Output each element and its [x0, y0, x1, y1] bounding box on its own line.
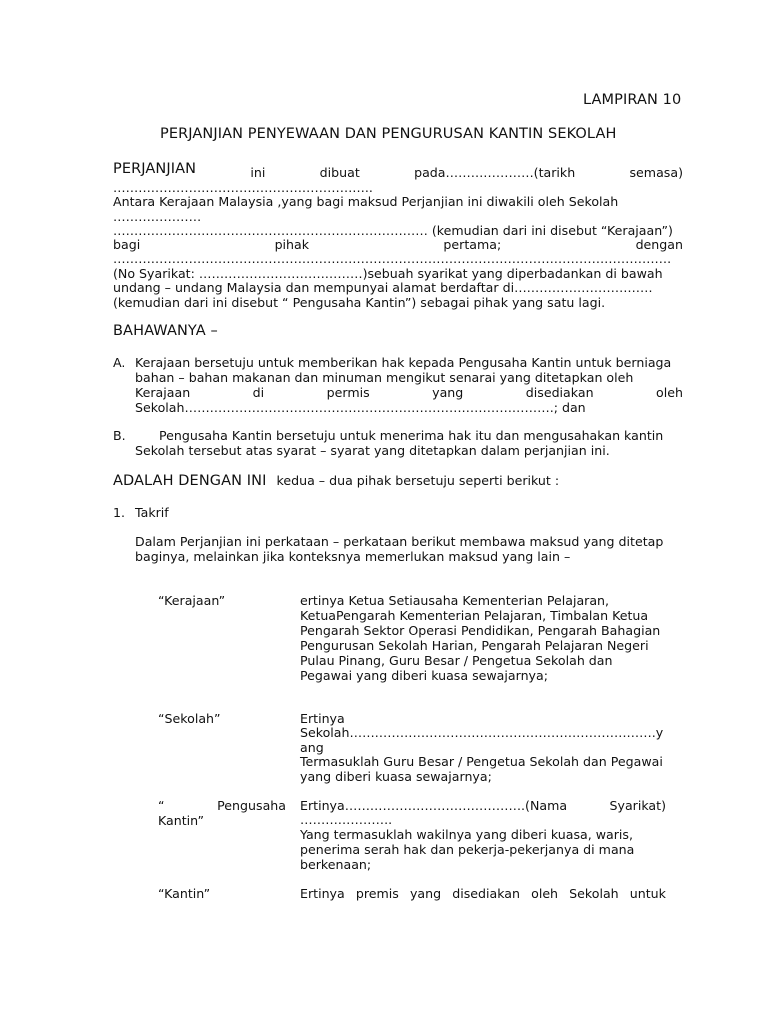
adalah-line	[113, 473, 559, 489]
clause-a-label: A.	[113, 355, 126, 370]
intro-word: pada…………………(tarikh	[414, 165, 576, 180]
def-word: Syarikat)	[609, 798, 666, 813]
def-sekolah-line-2: Sekolah……………………………………………………………….y	[300, 725, 664, 740]
intro-line-2: ……………………………………………………..	[113, 180, 373, 195]
def-sekolah-line-4: Termasuklah Guru Besar / Pengetua Sekolah dan Pegawai	[300, 754, 663, 769]
clause-word: di	[252, 385, 265, 400]
term-kantin: “Kantin”	[158, 886, 211, 901]
term-kerajaan: “Kerajaan”	[158, 593, 226, 608]
term-pengusaha-line-1	[158, 798, 286, 813]
clause-a-line-1: Kerajaan bersetuju untuk memberikan hak kepada Pengusaha Kantin untuk berniaga	[135, 355, 672, 370]
intro-word: ini	[250, 165, 266, 180]
term-pengusaha-line-2: Kantin”	[158, 813, 204, 828]
intro-line-10: (kemudian dari ini disebut “ Pengusaha Kantin”) sebagai pihak yang satu lagi.	[113, 295, 606, 310]
document-title: PERJANJIAN PENYEWAAN DAN PENGURUSAN KANTIN SEKOLAH	[160, 126, 617, 142]
intro-word: semasa)	[629, 165, 683, 180]
intro-line-8: (No Syarikat: …………………………………)sebuah syarikat yang diperbadankan di bawah	[113, 266, 663, 281]
clause-a-line-3	[135, 385, 683, 400]
def-pengusaha-line-2: ………………….	[300, 812, 393, 827]
takrif-para-line-1: Dalam Perjanjian ini perkataan – perkataan berikut membawa maksud yang ditetap	[135, 534, 664, 549]
def-word: disediakan	[452, 886, 520, 901]
intro-line-1	[113, 162, 683, 180]
adalah-rest: kedua – dua pihak bersetuju seperti berikut :	[276, 473, 560, 488]
adalah-heading: ADALAH DENGAN INI	[113, 473, 267, 489]
def-sekolah-line-3: ang	[300, 740, 324, 755]
def-kerajaan-line-2: KetuaPengarah Kementerian Pelajaran, Timbalan Ketua	[300, 608, 649, 623]
intro-line-7: …………………………………………………………………………………………………………………….	[113, 251, 672, 266]
intro-line-6	[113, 237, 683, 252]
def-sekolah-line-5: yang diberi kuasa sewajarnya;	[300, 769, 492, 784]
intro-word: bagi	[113, 237, 141, 252]
clause-word: permis	[326, 385, 370, 400]
def-word: oleh	[531, 886, 559, 901]
clause-a-line-2: bahan – bahan makanan dan minuman mengikut senarai yang ditetapkan oleh	[135, 370, 634, 385]
def-kerajaan-line-1	[300, 593, 666, 608]
def-pengusaha-line-3: Yang termasuklah wakilnya yang diberi kuasa, waris,	[300, 827, 633, 842]
clause-a-line-4: Sekolah…………………………………………………………………………….; dan	[135, 400, 586, 415]
term-word: Pengusaha	[217, 798, 286, 813]
def-pengusaha-line-5: berkenaan;	[300, 857, 372, 872]
def-kerajaan-line-6: Pegawai yang diberi kuasa sewajarnya;	[300, 668, 548, 683]
clause-word: oleh	[656, 385, 683, 400]
def-sekolah-line-1: Ertinya	[300, 711, 345, 726]
lampiran-label: LAMPIRAN 10	[583, 92, 682, 108]
intro-line-5: ………………………………………………………………… (kemudian dari ini disebut “Kerajaan”)	[113, 223, 673, 238]
def-pengusaha-line-1	[300, 798, 666, 813]
intro-line-4: …………………	[113, 209, 202, 224]
takrif-heading: Takrif	[135, 505, 169, 520]
clause-b-line-2: Sekolah tersebut atas syarat – syarat yang ditetapkan dalam perjanjian ini.	[135, 443, 610, 458]
clause-b-line-1: Pengusaha Kantin bersetuju untuk menerima hak itu dan mengusahakan kantin	[159, 428, 664, 443]
def-word: Ertinya	[300, 886, 345, 901]
def-kerajaan-line-4: Pengurusan Sekolah Harian, Pengarah Pelajaran Negeri	[300, 638, 649, 653]
def-kantin-line-1	[300, 886, 666, 901]
def-pengusaha-line-4: penerima serah hak dan pekerja-pekerjanya di mana	[300, 842, 635, 857]
intro-word: pihak	[274, 237, 310, 252]
clause-b-label: B.	[113, 428, 126, 443]
def-word: Ertinya…………………………………….(Nama	[300, 798, 568, 813]
def-word: Sekolah	[569, 886, 619, 901]
intro-word: dengan	[635, 237, 683, 252]
intro-word: dibuat	[319, 165, 360, 180]
intro-word: pertama;	[443, 237, 502, 252]
takrif-para-line-2: baginya, melainkan jika konteksnya memerlukan maksud yang lain –	[135, 549, 571, 564]
term-sekolah: “Sekolah”	[158, 711, 221, 726]
def-word: untuk	[629, 886, 666, 901]
def-word: premis	[355, 886, 399, 901]
clause-word: yang	[432, 385, 464, 400]
def-word: yang	[409, 886, 442, 901]
takrif-label: 1.	[113, 505, 126, 520]
clause-word: disediakan	[525, 385, 594, 400]
bahawanya-heading: BAHAWANYA –	[113, 323, 218, 339]
def-text: ertinya Ketua Setiausaha Kementerian Pelajaran,	[300, 593, 610, 608]
def-kerajaan-line-5: Pulau Pinang, Guru Besar / Pengetua Sekolah dan	[300, 653, 613, 668]
term-word: “	[158, 798, 165, 813]
perjanjian-heading: PERJANJIAN	[113, 161, 197, 177]
clause-word: Kerajaan	[135, 385, 191, 400]
intro-line-3: Antara Kerajaan Malaysia ,yang bagi maksud Perjanjian ini diwakili oleh Sekolah	[113, 194, 619, 209]
def-kerajaan-line-3: Pengarah Sektor Operasi Pendidikan, Pengarah Bahagian	[300, 623, 661, 638]
intro-line-9: undang – undang Malaysia dan mempunyai alamat berdaftar di……………………………	[113, 280, 653, 295]
